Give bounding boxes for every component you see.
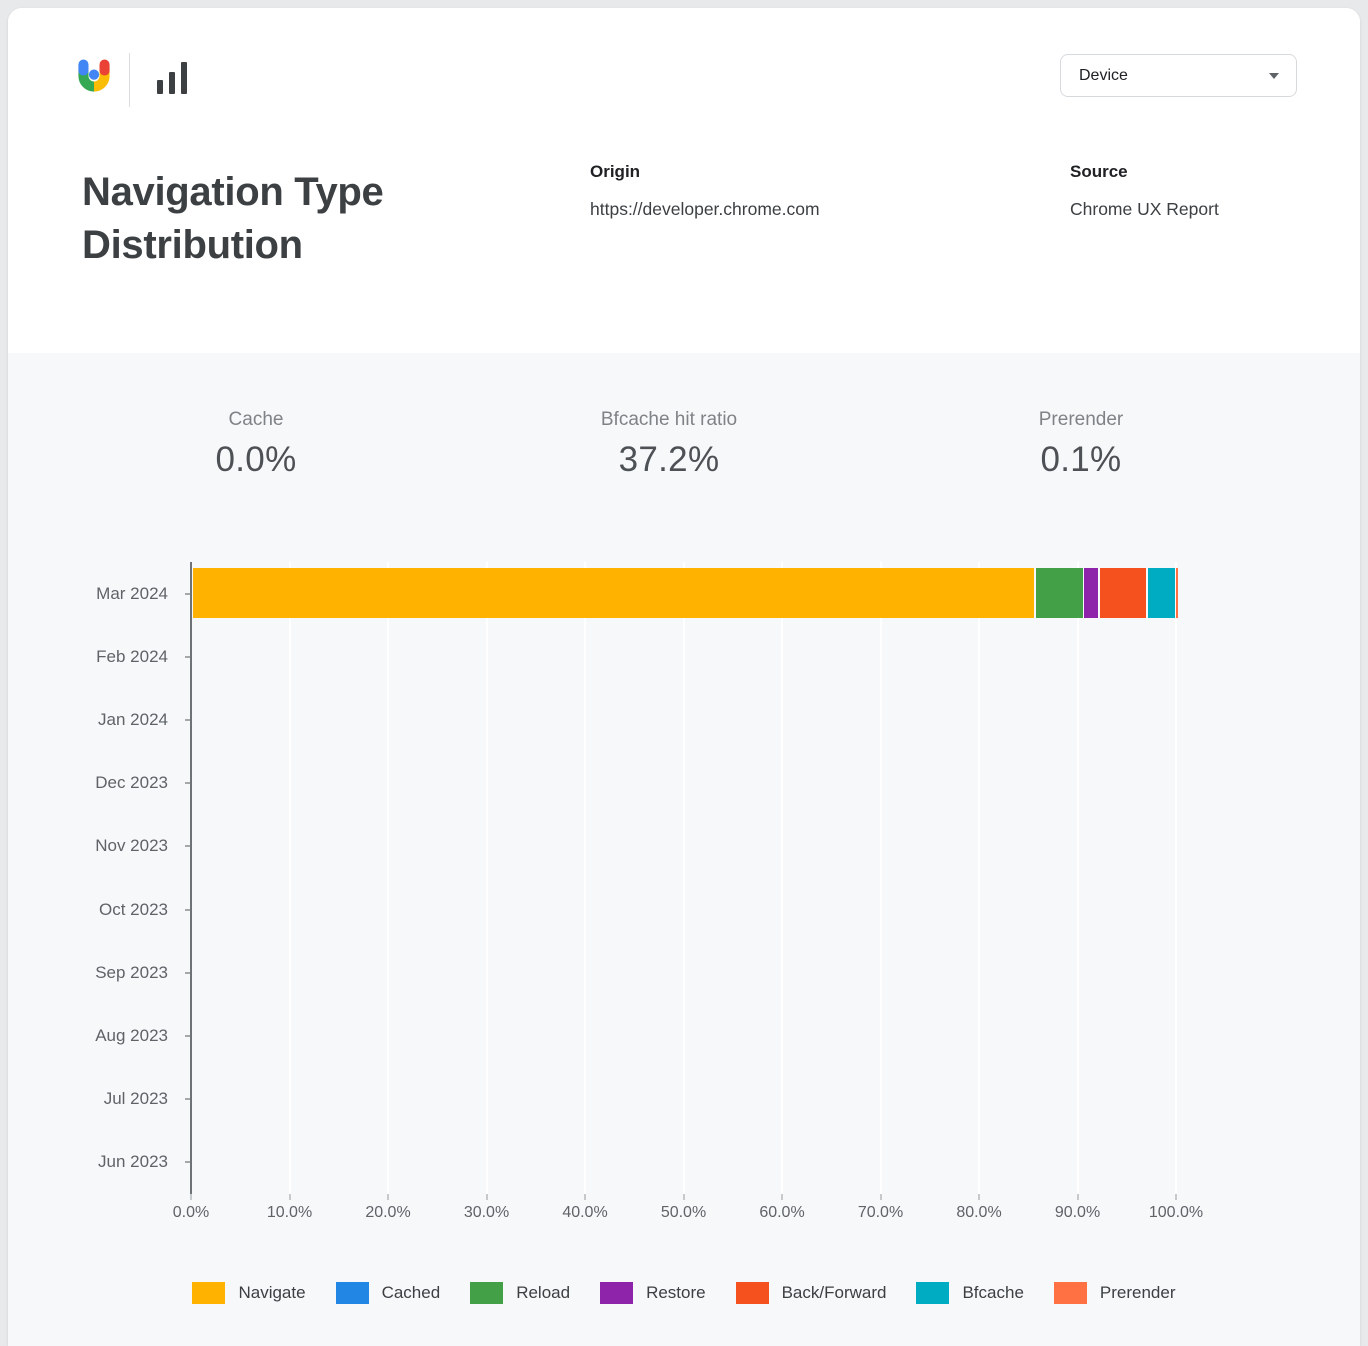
bar-segment-navigate[interactable] bbox=[193, 568, 1034, 618]
legend-label: Reload bbox=[516, 1283, 571, 1302]
chart-legend bbox=[8, 1282, 1360, 1304]
origin-block bbox=[590, 162, 820, 220]
header-divider bbox=[129, 53, 130, 107]
metric-label: Prerender bbox=[1038, 409, 1124, 430]
bar-segment-bfcache[interactable] bbox=[1148, 568, 1175, 618]
chart-row bbox=[96, 562, 1176, 625]
legend-label: Prerender bbox=[1099, 1283, 1176, 1302]
chart-row bbox=[96, 625, 1176, 688]
metric-value: 0.1% bbox=[1040, 440, 1122, 479]
chart-row bbox=[95, 1004, 1176, 1067]
legend-swatch bbox=[1054, 1282, 1087, 1304]
x-axis-labels bbox=[172, 1204, 1204, 1226]
legend-label: Bfcache bbox=[962, 1283, 1024, 1302]
x-axis-tick-label: 100.0% bbox=[1148, 1204, 1204, 1221]
y-axis-label: Mar 2024 bbox=[96, 583, 168, 603]
x-axis-tick bbox=[190, 1194, 192, 1200]
x-axis-tick bbox=[880, 1194, 882, 1200]
x-axis-tick-label: 40.0% bbox=[562, 1204, 608, 1221]
chart-row bbox=[103, 1068, 1176, 1131]
y-axis-line bbox=[190, 562, 192, 1194]
bar-segment-restore[interactable] bbox=[1084, 568, 1098, 618]
source-label: Source bbox=[1070, 162, 1128, 181]
legend-label: Cached bbox=[381, 1283, 441, 1302]
legend-item-back-forward[interactable] bbox=[736, 1282, 887, 1304]
legend-item-restore[interactable] bbox=[600, 1282, 706, 1304]
y-axis-label: Oct 2023 bbox=[99, 899, 168, 919]
x-axis-tick-label: 10.0% bbox=[266, 1204, 313, 1221]
legend-item-cached[interactable] bbox=[336, 1282, 441, 1304]
x-axis-tick-label: 60.0% bbox=[759, 1204, 805, 1221]
legend-swatch bbox=[470, 1282, 503, 1304]
x-axis-tick-label: 80.0% bbox=[956, 1204, 1002, 1221]
x-axis-tick-label: 0.0% bbox=[172, 1204, 210, 1221]
device-dropdown-value: Device bbox=[1079, 66, 1128, 84]
x-axis-tick bbox=[1077, 1194, 1079, 1200]
metric-label: Cache bbox=[228, 409, 284, 430]
plot-area bbox=[95, 562, 1176, 1194]
legend-label: Restore bbox=[646, 1283, 706, 1302]
legend-label: Navigate bbox=[238, 1283, 306, 1302]
x-axis-tick bbox=[978, 1194, 980, 1200]
legend-item-bfcache[interactable] bbox=[916, 1282, 1023, 1304]
chart-row bbox=[95, 752, 1176, 815]
legend-swatch bbox=[192, 1282, 225, 1304]
bar-segment-prerender[interactable] bbox=[1176, 568, 1177, 618]
chart-row bbox=[98, 1131, 1176, 1194]
x-axis-tick bbox=[584, 1194, 586, 1200]
metric-label: Bfcache hit ratio bbox=[600, 409, 738, 430]
source-block bbox=[1070, 162, 1219, 220]
page-title: Navigation Type Distribution bbox=[82, 170, 384, 267]
x-axis-tick bbox=[387, 1194, 389, 1200]
y-axis-label: Dec 2023 bbox=[95, 773, 168, 793]
chart-row bbox=[98, 688, 1176, 751]
y-axis-label: Sep 2023 bbox=[95, 962, 168, 982]
legend-swatch bbox=[600, 1282, 633, 1304]
y-axis-label: Jul 2023 bbox=[103, 1089, 168, 1109]
legend-label: Back/Forward bbox=[781, 1283, 887, 1302]
x-axis-tick-label: 30.0% bbox=[463, 1204, 510, 1221]
y-axis-label: Jun 2023 bbox=[98, 1152, 168, 1172]
source-value: Chrome UX Report bbox=[1070, 199, 1219, 219]
crux-logo-icon bbox=[72, 54, 116, 98]
origin-value: https://developer.chrome.com bbox=[590, 199, 820, 219]
y-axis-label: Aug 2023 bbox=[95, 1025, 168, 1045]
x-axis-tick bbox=[486, 1194, 488, 1200]
metric-bfcache-hit-ratio bbox=[601, 409, 737, 480]
legend-item-reload[interactable] bbox=[470, 1282, 570, 1304]
dropdown-caret-icon bbox=[1269, 73, 1279, 79]
y-axis-label: Jan 2024 bbox=[98, 709, 168, 729]
bar-segment-back-forward[interactable] bbox=[1100, 568, 1147, 618]
x-axis-tick bbox=[781, 1194, 783, 1200]
y-axis-label: Feb 2024 bbox=[96, 646, 168, 666]
x-axis-tick-label: 20.0% bbox=[365, 1204, 411, 1221]
legend-swatch bbox=[916, 1282, 949, 1304]
stacked-bar bbox=[193, 568, 1178, 618]
dashboard-card bbox=[8, 8, 1360, 1346]
chart-row bbox=[95, 815, 1176, 878]
bar-chart-icon bbox=[155, 61, 191, 94]
x-axis-tick bbox=[683, 1194, 685, 1200]
chart-row bbox=[95, 941, 1176, 1004]
x-axis-tick bbox=[289, 1194, 291, 1200]
legend-swatch bbox=[736, 1282, 769, 1304]
metric-prerender bbox=[1039, 409, 1124, 480]
chart-row bbox=[99, 878, 1176, 941]
legend-item-prerender[interactable] bbox=[1054, 1282, 1176, 1304]
device-dropdown[interactable] bbox=[1060, 54, 1297, 97]
bar-segment-reload[interactable] bbox=[1036, 568, 1083, 618]
header bbox=[8, 8, 1360, 353]
y-axis-label: Nov 2023 bbox=[95, 836, 168, 856]
origin-label: Origin bbox=[590, 162, 641, 181]
x-axis-tick-label: 90.0% bbox=[1054, 1204, 1101, 1221]
metric-cache bbox=[216, 409, 297, 480]
x-axis-tick bbox=[1175, 1194, 1177, 1200]
metric-value: 0.0% bbox=[215, 440, 297, 479]
legend-item-navigate[interactable] bbox=[192, 1282, 305, 1304]
chart-panel bbox=[8, 353, 1360, 1346]
x-axis-tick-label: 50.0% bbox=[660, 1204, 707, 1221]
metric-value: 37.2% bbox=[618, 440, 720, 479]
x-axis-tick-label: 70.0% bbox=[857, 1204, 904, 1221]
legend-swatch bbox=[336, 1282, 369, 1304]
